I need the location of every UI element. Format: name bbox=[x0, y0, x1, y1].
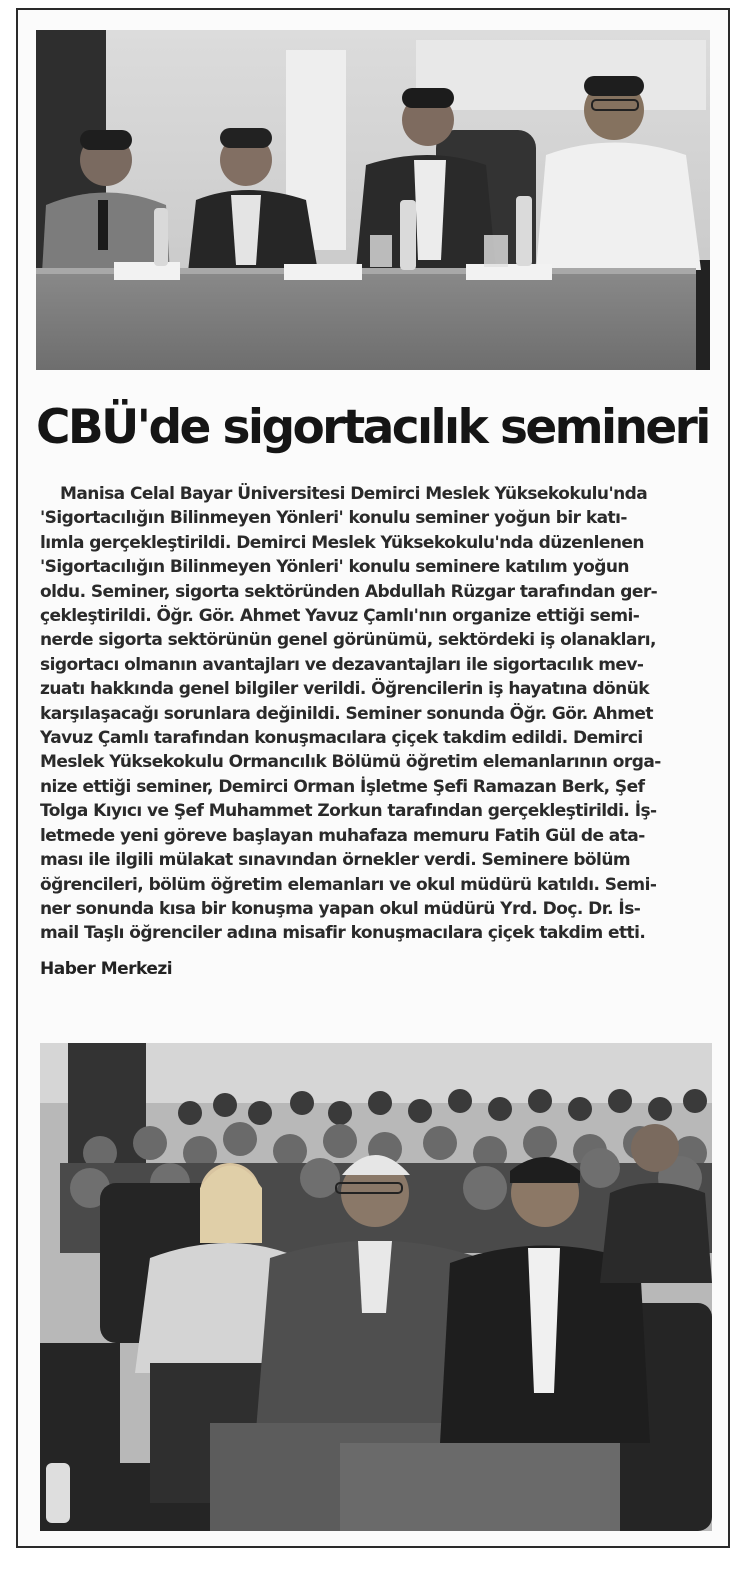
article-line: 'Sigortacılığın Bilinmeyen Yönleri' konulu seminere katılım yoğun bbox=[40, 557, 629, 578]
article-line: 'Sigortacılığın Bilinmeyen Yönleri' konulu seminer yoğun bir katı- bbox=[40, 508, 627, 529]
article-line: çekleştirildi. Öğr. Gör. Ahmet Yavuz Çamlı'nın organize ettiği semi- bbox=[40, 606, 640, 627]
byline: Haber Merkezi bbox=[40, 959, 173, 979]
article-line: nerde sigorta sektörünün genel görünümü, sektördeki iş olanakları, bbox=[40, 630, 656, 651]
article-line: Tolga Kıyıcı ve Şef Muhammet Zorkun tarafından gerçekleştirildi. İş- bbox=[40, 801, 657, 822]
article-line: öğrencileri, bölüm öğretim elemanları ve okul müdürü katıldı. Semi- bbox=[40, 874, 657, 895]
article-line: Manisa Celal Bayar Üniversitesi Demirci Meslek Yüksekokulu'nda bbox=[60, 484, 648, 504]
article-line: mail Taşlı öğrenciler adına misafir konuşmacılara çiçek takdim etti. bbox=[40, 923, 646, 944]
article-line: Meslek Yüksekokulu Ormancılık Bölümü öğretim elemanlarının orga- bbox=[40, 752, 661, 773]
article-line: ması ile ilgili mülakat sınavından örnekler verdi. Seminere bölüm bbox=[40, 850, 631, 871]
article-line: sigortacı olmanın avantajları ve dezavantajları ile sigortacılık mev- bbox=[40, 654, 644, 675]
article-line: nize ettiği seminer, Demirci Orman İşletme Şefi Ramazan Berk, Şef bbox=[40, 776, 645, 797]
article-line: lımla gerçekleştirildi. Demirci Meslek Yüksekokulu'nda düzenlenen bbox=[40, 532, 644, 553]
article-line: letmede yeni göreve başlayan muhafaza memuru Fatih Gül de ata- bbox=[40, 825, 645, 846]
article-line: zuatı hakkında genel bilgiler verildi. Öğrencilerin iş hayatına dönük bbox=[40, 679, 650, 700]
article-line: ner sonunda kısa bir konuşma yapan okul müdürü Yrd. Doç. Dr. İs- bbox=[40, 898, 641, 919]
panel-speakers-photo bbox=[36, 30, 710, 370]
article-line: oldu. Seminer, sigorta sektöründen Abdullah Rüzgar tarafından ger- bbox=[40, 581, 658, 602]
article-line: karşılaşacağı sorunlara değinildi. Seminer sonunda Öğr. Gör. Ahmet bbox=[40, 703, 653, 724]
audience-photo bbox=[40, 1043, 712, 1531]
article-line: Yavuz Çamlı tarafından konuşmacılara çiçek takdim edildi. Demirci bbox=[40, 728, 643, 749]
headline: CBÜ'de sigortacılık semineri bbox=[36, 400, 709, 455]
article-body bbox=[40, 482, 712, 946]
